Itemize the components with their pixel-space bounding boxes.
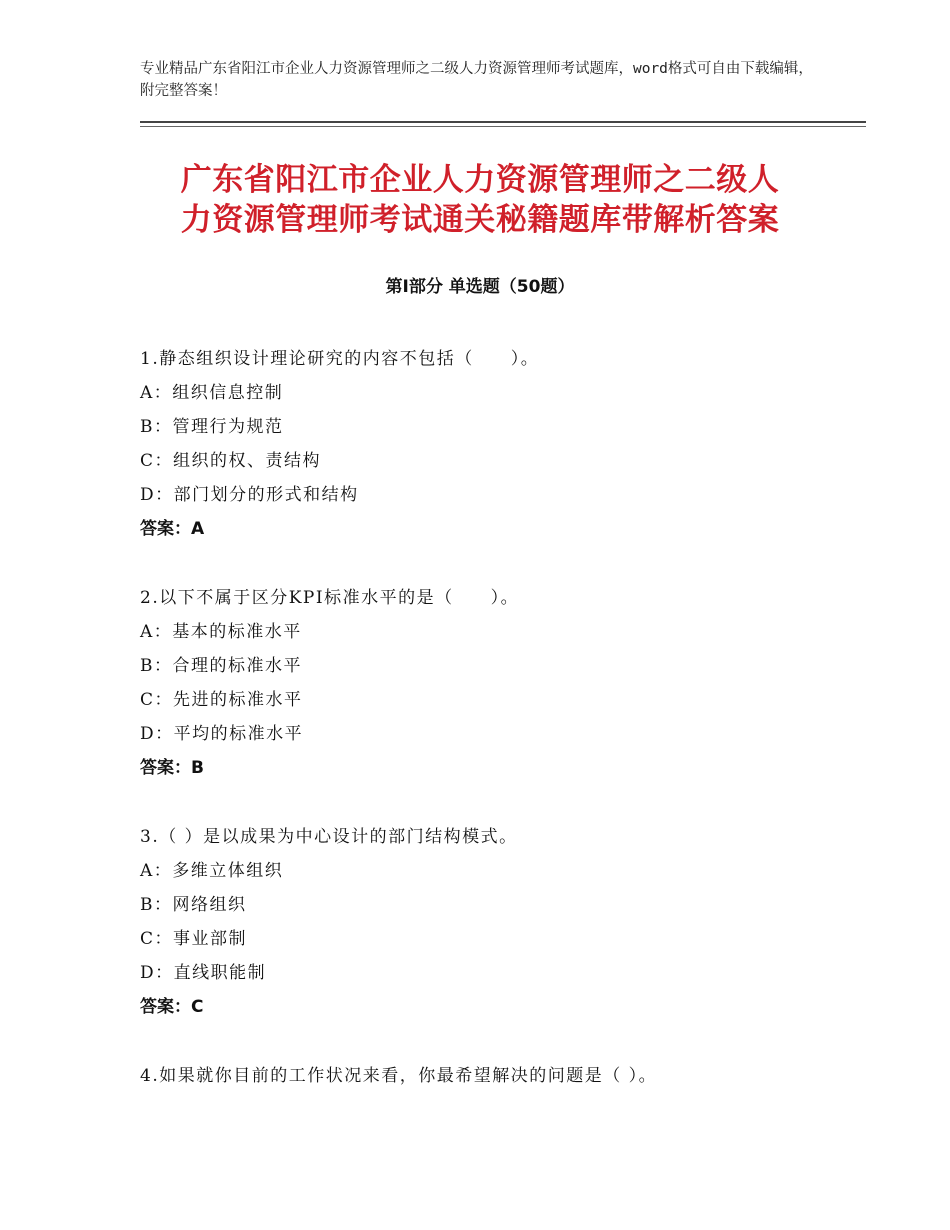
option-c: C：先进的标准水平 bbox=[140, 690, 303, 710]
option-a: A：多维立体组织 bbox=[140, 861, 284, 881]
document-title-line-1: 广东省阳江市企业人力资源管理师之二级人 bbox=[180, 162, 780, 198]
header-rule-thin bbox=[140, 126, 866, 127]
question-text: 1.静态组织设计理论研究的内容不包括（ ）。 bbox=[140, 349, 540, 369]
option-b: B：网络组织 bbox=[140, 895, 247, 915]
option-a: A：组织信息控制 bbox=[140, 383, 284, 403]
question-text: 4.如果就你目前的工作状况来看，你最希望解决的问题是（ ）。 bbox=[140, 1066, 658, 1086]
question-4 bbox=[140, 1059, 840, 1093]
question-text: 2.以下不属于区分KPI标准水平的是（ ）。 bbox=[140, 588, 520, 608]
document-title-line-2: 力资源管理师考试通关秘籍题库带解析答案 bbox=[180, 202, 780, 238]
question-list bbox=[140, 342, 840, 1128]
option-d: D：直线职能制 bbox=[140, 963, 267, 983]
option-a: A：基本的标准水平 bbox=[140, 622, 302, 642]
answer: 答案：B bbox=[140, 758, 204, 778]
answer: 答案：C bbox=[140, 997, 204, 1017]
question-text: 3.（ ）是以成果为中心设计的部门结构模式。 bbox=[140, 827, 518, 847]
answer: 答案：A bbox=[140, 519, 205, 539]
header-rule-thick bbox=[140, 121, 866, 123]
question-2 bbox=[140, 581, 840, 785]
option-b: B：管理行为规范 bbox=[140, 417, 284, 437]
option-c: C：事业部制 bbox=[140, 929, 248, 949]
option-c: C：组织的权、责结构 bbox=[140, 451, 322, 471]
option-d: D：平均的标准水平 bbox=[140, 724, 304, 744]
document-title bbox=[140, 160, 820, 240]
option-b: B：合理的标准水平 bbox=[140, 656, 302, 676]
question-1 bbox=[140, 342, 840, 546]
option-d: D：部门划分的形式和结构 bbox=[140, 485, 359, 505]
header-note: 专业精品广东省阳江市企业人力资源管理师之二级人力资源管理师考试题库，word格式可自由下载编辑，附完整答案！ bbox=[140, 61, 813, 99]
section-heading: 第Ⅰ部分 单选题（50题） bbox=[385, 277, 575, 297]
question-3 bbox=[140, 820, 840, 1024]
